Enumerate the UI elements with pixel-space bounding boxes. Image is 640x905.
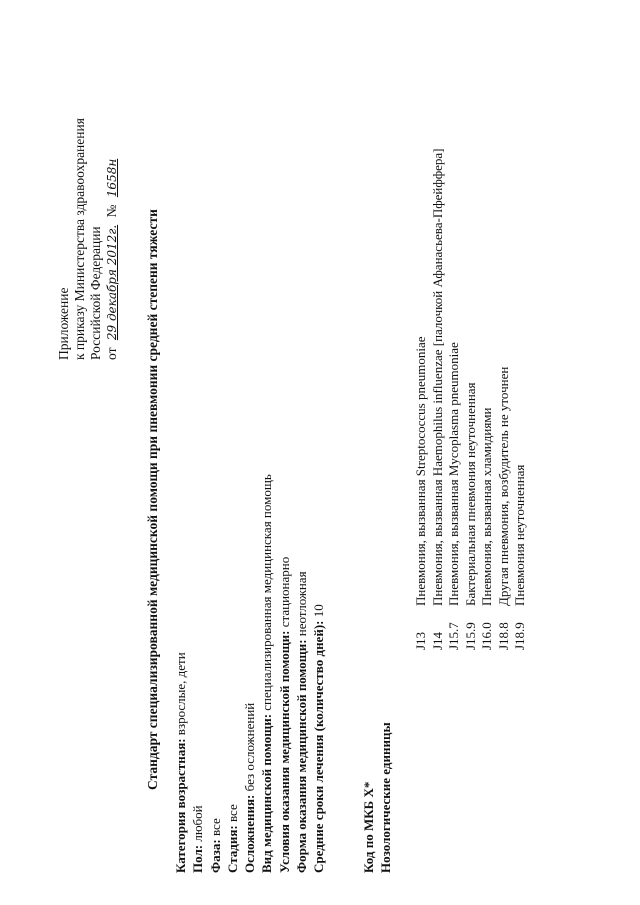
icd-code: J15.7 xyxy=(446,622,461,650)
param-row xyxy=(258,474,275,873)
appendix-line-1: Приложение xyxy=(56,287,71,360)
icd-code: J18.9 xyxy=(512,622,527,650)
diagnosis-name: Пневмония неуточненная xyxy=(512,464,527,606)
icd-codes-list xyxy=(413,148,529,650)
appendix-block xyxy=(56,118,120,360)
param-row xyxy=(276,474,293,873)
list-item xyxy=(413,148,430,650)
param-value: специализированная медицинская помощь xyxy=(259,474,275,711)
param-row xyxy=(207,474,224,873)
appendix-line-3: Российской Федерации xyxy=(88,226,103,360)
icd-code: J13 xyxy=(413,631,428,650)
list-item xyxy=(463,148,480,650)
param-label: Вид медицинской помощи: xyxy=(259,713,275,873)
param-label: Пол: xyxy=(190,844,206,873)
list-item xyxy=(512,148,529,650)
list-item xyxy=(430,148,447,650)
param-row xyxy=(241,474,258,873)
diagnosis-name: Другая пневмония, возбудитель не уточнен xyxy=(495,366,511,606)
param-value: любой xyxy=(190,805,206,842)
param-value: все xyxy=(224,804,240,823)
param-value: без осложнений xyxy=(242,702,258,792)
param-row xyxy=(172,474,189,873)
handwritten-number: 1658н xyxy=(105,158,119,198)
param-value: стационарно xyxy=(276,556,292,628)
appendix-line-2: к приказу Министерства здравоохранения xyxy=(72,118,87,360)
param-row xyxy=(293,474,310,873)
diagnosis-name: Пневмония, вызванная Mycoplasma pneumoniae xyxy=(446,342,461,606)
nosological-units-heading: Нозологические единицы xyxy=(378,722,393,873)
icd-code: J18.8 xyxy=(495,622,511,650)
param-value: неотложная xyxy=(294,571,310,637)
diagnosis-name: Пневмония, вызванная Haemophilus influenzae [палочкой Афанасьева-Пфейффера] xyxy=(429,148,445,606)
param-label: Средние сроки лечения (количество дней): xyxy=(311,620,327,873)
list-item xyxy=(446,148,463,650)
icd-codes-header xyxy=(360,722,394,873)
param-label: Категория возрастная: xyxy=(173,738,188,873)
diagnosis-name: Пневмония, вызванная Streptococcus pneumoniae xyxy=(413,336,428,606)
param-value: 10 xyxy=(311,604,327,618)
date-prefix: от xyxy=(104,347,119,360)
list-item xyxy=(496,148,513,650)
icd-code: J15.9 xyxy=(462,622,478,650)
diagnosis-name: Бактериальная пневмония неуточненная xyxy=(462,382,478,606)
handwritten-date: 29 декабря 2012г. xyxy=(105,224,119,341)
param-label: Фаза: xyxy=(207,839,223,873)
appendix-date-line xyxy=(104,118,120,360)
icd-code-heading: Код по МКБ X* xyxy=(361,781,376,873)
number-prefix: № xyxy=(104,204,119,218)
icd-code: J14 xyxy=(429,631,445,650)
diagnosis-name: Пневмония, вызванная хламидиями xyxy=(479,407,494,606)
document-title: Стандарт специализированной медицинской помощи при пневмонии средней степени тяжести xyxy=(145,209,160,790)
param-row xyxy=(310,474,327,873)
standard-parameters xyxy=(172,474,328,873)
param-row xyxy=(224,474,241,873)
param-row xyxy=(189,474,206,873)
icd-code: J16.0 xyxy=(479,622,494,650)
list-item xyxy=(479,148,496,650)
param-label: Стадия: xyxy=(224,825,240,873)
param-label: Условия оказания медицинской помощи: xyxy=(276,630,292,873)
param-value: взрослые, дети xyxy=(173,652,188,736)
param-label: Осложнения: xyxy=(242,794,258,873)
param-label: Форма оказания медицинской помощи: xyxy=(294,639,310,873)
param-value: все xyxy=(207,818,223,837)
